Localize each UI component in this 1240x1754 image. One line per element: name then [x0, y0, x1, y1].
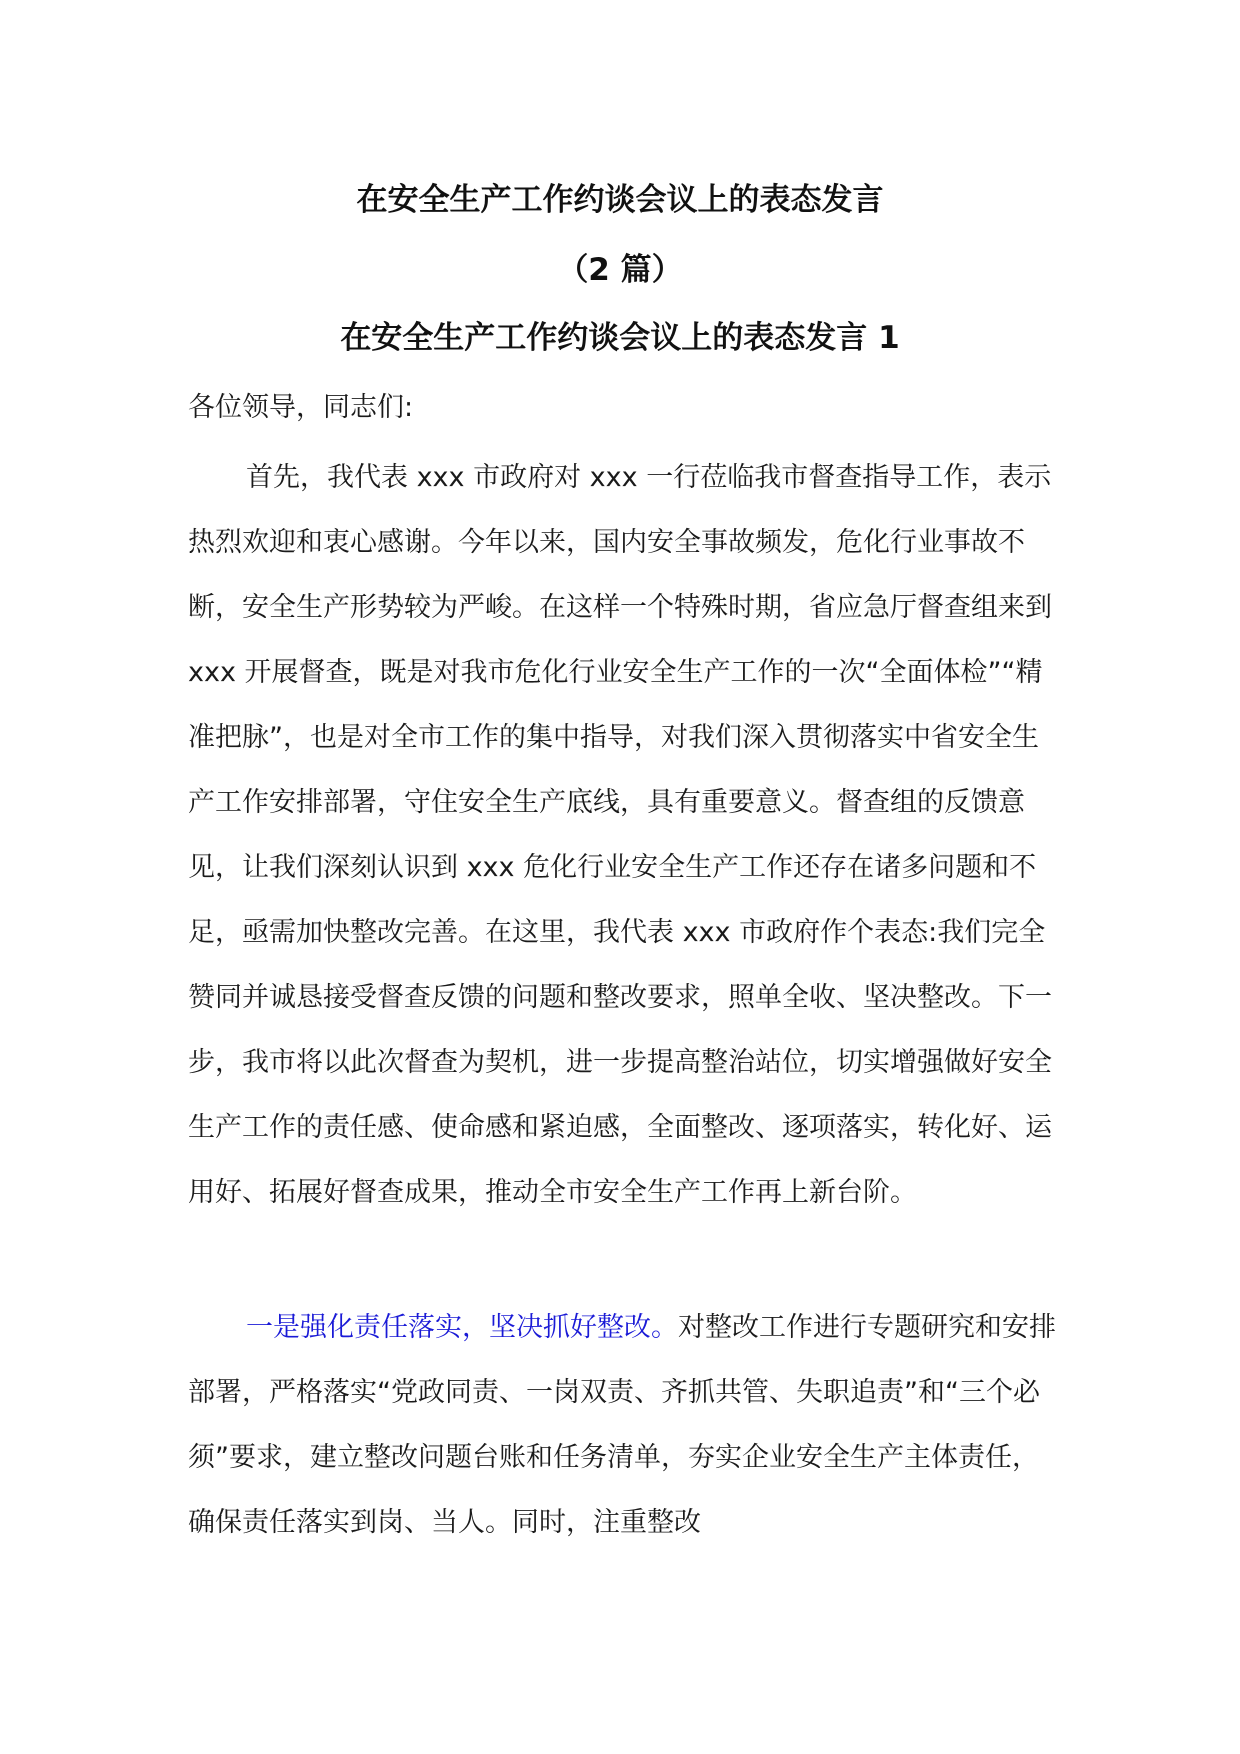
salutation: 各位领导，同志们:	[188, 392, 414, 423]
point-one-body: 对整改工作进行专题研究和安排部署，严格落实“党政同责、一岗双责、齐抓共管、失职追责”和“三个必须”要求，建立整改问题台账和任务清单，夯实企业安全生产主体责任，确保责任落实到岗、当人。同时，注重整改	[188, 1312, 1056, 1538]
paragraph-point-one	[188, 1295, 1058, 1555]
point-one-heading: 一是强化责任落实，坚决抓好整改。	[246, 1312, 678, 1343]
section-title: 在安全生产工作约谈会议上的表态发言 1	[340, 320, 900, 356]
document-count: （2 篇）	[557, 252, 683, 288]
paragraph-opening: 首先，我代表 xxx 市政府对 xxx 一行莅临我市督查指导工作，表示热烈欢迎和衷心感谢。今年以来，国内安全事故频发，危化行业事故不断，安全生产形势较为严峻。在这样一个特殊时期，省应急厅督查组来到 xxx 开展督查，既是对我市危化行业安全生产工作的一次“全面体检”“精准把脉”，也是对全市工作的集中指导，对我们深入贯彻落实中省安全生产工作安排部署，守住安全生产底线，具有重要意义。督查组的反馈意见，让我们深刻认识到 xxx 危化行业安全生产工作还存在诸多问题和不足，亟需加快整改完善。在这里，我代表 xxx 市政府作个表态:我们完全赞同并诚恳接受督查反馈的问题和整改要求，照单全收、坚决整改。下一步，我市将以此次督查为契机，进一步提高整治站位，切实增强做好安全生产工作的责任感、使命感和紧迫感，全面整改、逐项落实，转化好、运用好、拓展好督查成果，推动全市安全生产工作再上新台阶。	[188, 462, 1052, 1208]
document-title: 在安全生产工作约谈会议上的表态发言	[356, 182, 884, 218]
